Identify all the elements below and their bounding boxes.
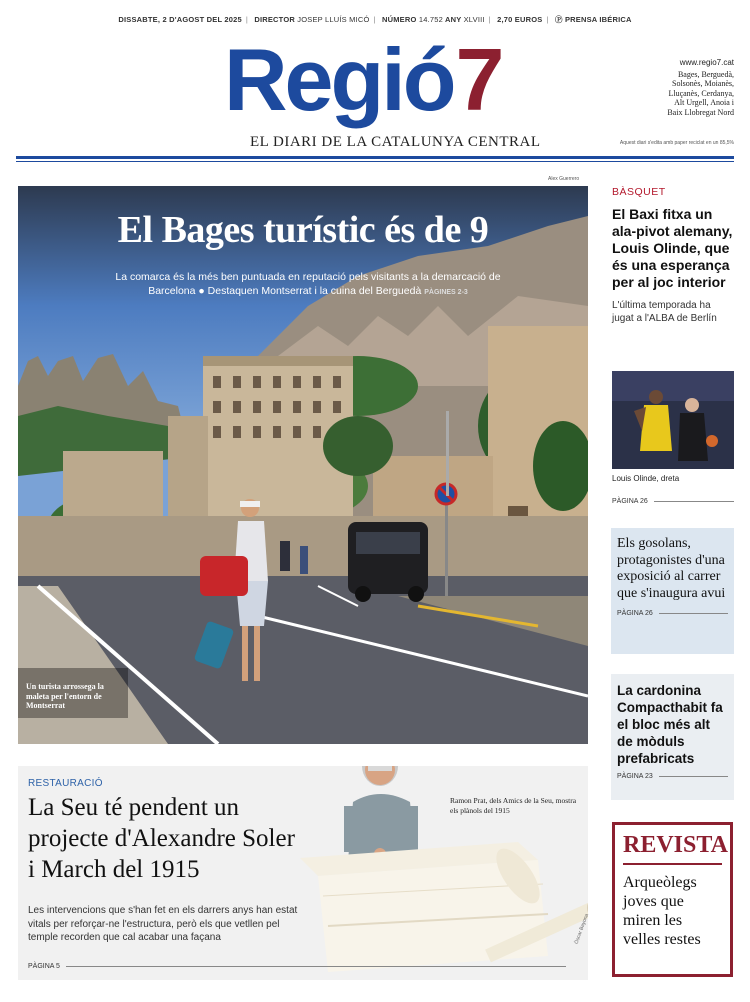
page-number: PÀGINA 26 bbox=[612, 498, 648, 505]
newspaper-logo[interactable] bbox=[224, 30, 504, 130]
region-line: Lluçanès, Cerdanya, bbox=[668, 88, 734, 98]
basquet-subhead: L'última temporada ha jugat a l'ALBA de Berlín bbox=[612, 300, 717, 324]
basquet-photo[interactable] bbox=[612, 371, 734, 469]
basquet-story[interactable] bbox=[612, 186, 734, 325]
logo-word: Regió bbox=[224, 30, 454, 129]
restauracio-headline[interactable]: La Seu té pendent un projecte d'Alexandre Soler i March del 1915 bbox=[28, 794, 295, 883]
edition-date: DISSABTE, 2 D'AGOST DEL 2025 bbox=[118, 15, 242, 24]
price: 2,70 EUROS bbox=[497, 15, 543, 24]
lead-headline[interactable]: El Bages turístic és de 9 bbox=[117, 209, 489, 251]
gosolans-story[interactable] bbox=[611, 528, 734, 654]
audit-note: Aquest diari s'edita amb paper reciclat en un 85,5% bbox=[619, 140, 734, 146]
region-line: Bages, Berguedà, bbox=[677, 69, 734, 79]
restauracio-body: Les intervencions que s'han fet en els darrers anys han estat vitals per reforçar-ne l'estructura, però els que vetllen pel temple recorden que cal acabar una façana bbox=[28, 905, 298, 943]
revista-promo[interactable] bbox=[612, 822, 733, 977]
logo-seven: 7 bbox=[455, 30, 505, 129]
year-value: XLVIII bbox=[463, 15, 485, 24]
director-name: JOSEP LLUÍS MICÓ bbox=[297, 15, 370, 24]
lead-photo[interactable] bbox=[18, 186, 588, 744]
cardonina-story[interactable] bbox=[611, 674, 734, 800]
tagline: EL DIARI DE LA CATALUNYA CENTRAL bbox=[250, 134, 541, 150]
masthead-rule bbox=[16, 156, 734, 159]
revista-rule bbox=[623, 863, 722, 865]
year-label: ANY bbox=[444, 15, 462, 24]
lead-photo-caption: Un turista arrossega la maleta per l'entorn de Montserrat bbox=[26, 682, 104, 710]
lead-pages[interactable]: PÀGINES 2-3 bbox=[424, 289, 468, 296]
region-line: Baix Llobregat Nord bbox=[667, 107, 734, 117]
gosolans-headline[interactable]: Els gosolans, protagonistes d'una exposició al carrer que s'inaugura avui bbox=[617, 536, 726, 601]
website-link[interactable]: www.regio7.cat bbox=[679, 58, 734, 67]
basquet-caption-block bbox=[612, 474, 734, 483]
group-name: PRENSA IBÉRICA bbox=[564, 15, 632, 24]
section-label: BÀSQUET bbox=[612, 186, 666, 198]
basquet-headline[interactable]: El Baxi fitxa un ala-pivot alemany, Louis Olinde, que és una esperança per al joc interior bbox=[612, 206, 733, 290]
section-label: RESTAURACIÓ bbox=[28, 778, 103, 789]
masthead-rule-thin bbox=[16, 161, 734, 162]
revista-text[interactable]: Arqueòlegs joves que miren les velles restes bbox=[623, 874, 701, 948]
group-logo-icon: Ⓟ bbox=[554, 15, 563, 24]
restauracio-page-ref[interactable] bbox=[28, 963, 588, 970]
region-line: Alt Urgell, Anoia i bbox=[674, 98, 734, 108]
director-label: DIRECTOR bbox=[254, 15, 295, 24]
revista-title: REVISTA bbox=[623, 832, 728, 858]
edition-info: DISSABTE, 2 D'AGOST DEL 2025 | DIRECTOR JOSEP LLUÍS MICÓ | NÚMERO 14.752 ANY XLVIII | 2,70 EUROS | Ⓟ PRENSA IBÉRICA bbox=[118, 15, 632, 24]
players-illustration bbox=[612, 371, 734, 469]
photo-credit: Alex Guerrero bbox=[548, 176, 580, 182]
basquet-page-ref[interactable] bbox=[612, 498, 734, 505]
restauracio-photo-credit: Òscar Bayona bbox=[573, 913, 591, 945]
page-number: PÀGINA 26 bbox=[617, 610, 653, 617]
restauracio-photo-caption: Ramon Prat, dels Amics de la Seu, mostra els plànols del 1915 bbox=[450, 796, 577, 815]
restauracio-story[interactable] bbox=[18, 766, 591, 980]
lead-subhead bbox=[98, 270, 518, 300]
issue-number: 14.752 bbox=[418, 15, 443, 24]
page-number: PÀGINA 5 bbox=[28, 963, 60, 970]
cardonina-headline[interactable]: La cardonina Compacthabit fa el bloc més alt de mòduls prefabricats bbox=[617, 683, 723, 766]
number-label: NÚMERO bbox=[381, 15, 417, 24]
basquet-photo-caption: Louis Olinde, dreta bbox=[612, 474, 680, 483]
coverage-info bbox=[667, 58, 734, 118]
lead-subhead-text: La comarca és la més ben puntuada en reputació pels visitants a la demarcació de Barcelona ● Destaquen Montserrat i la cuina del Berguedà bbox=[115, 271, 501, 297]
region-line: Solsonès, Moianès, bbox=[672, 79, 734, 89]
page-number: PÀGINA 23 bbox=[617, 773, 653, 780]
